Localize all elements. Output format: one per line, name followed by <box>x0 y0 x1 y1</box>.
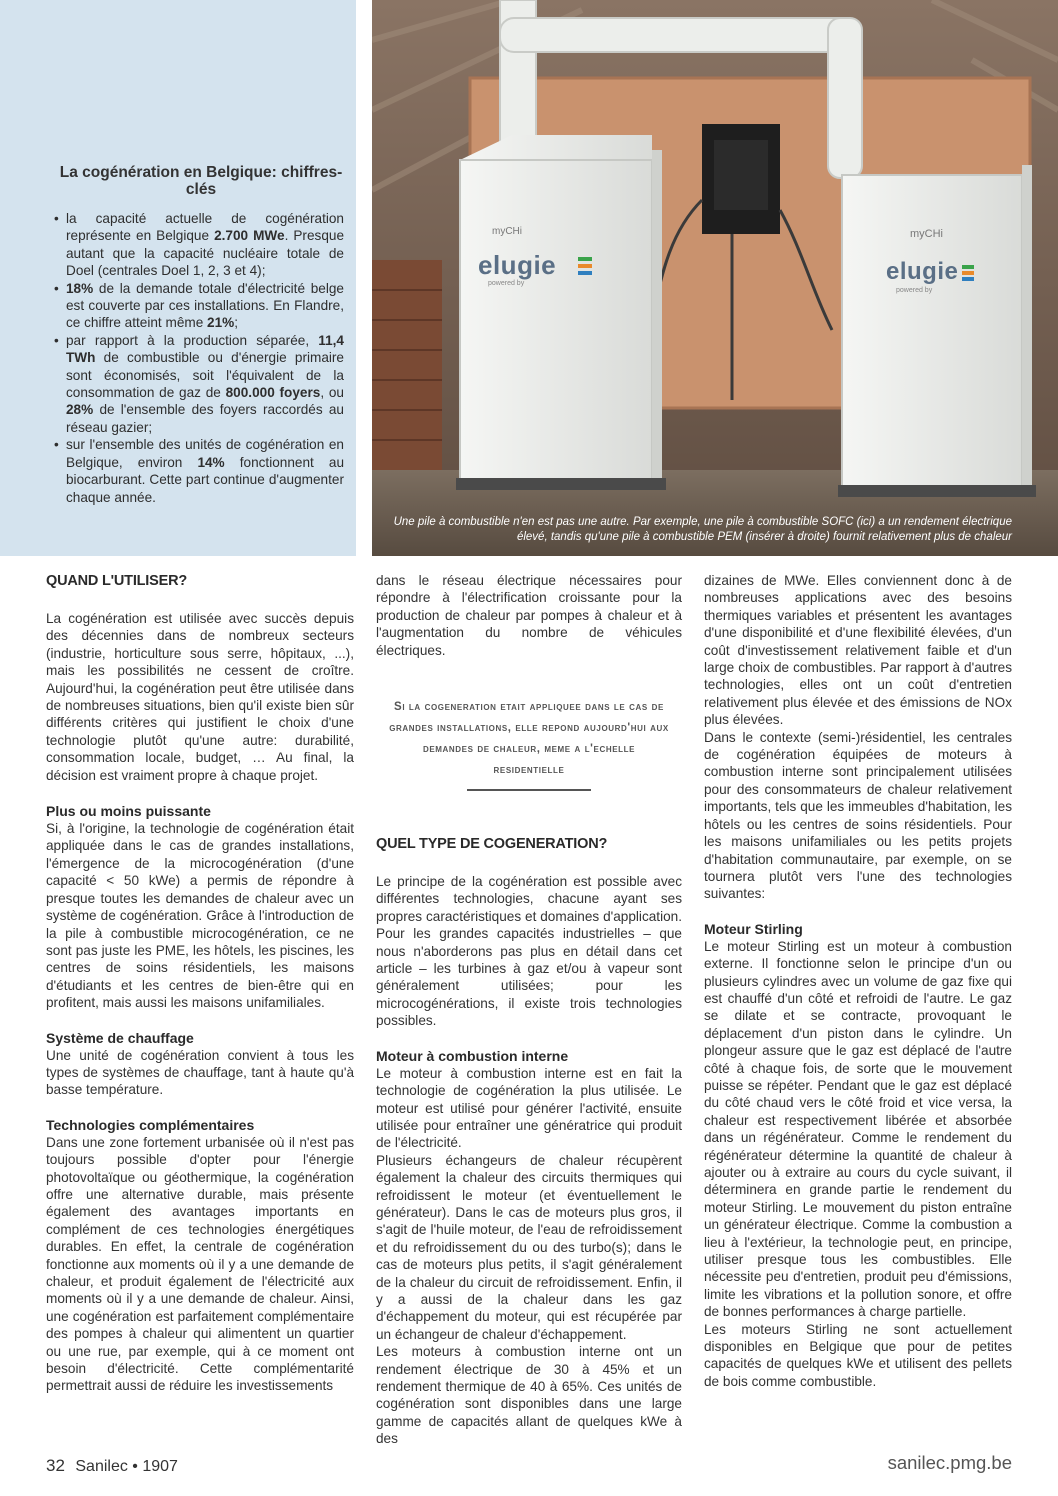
footer-url[interactable]: sanilec.pmg.be <box>887 1452 1012 1473</box>
key-figure-text: ; <box>234 315 239 331</box>
key-figure-item <box>54 280 344 332</box>
paragraph-quand: La cogénération est utilisée avec succès depuis des décennies dans de nombreux secteurs (industrie, horticulture sous serre, hôpitaux, ...), mais les possibilités ne cessent de croître. Aujourd'hui, la cogénération peut être utilisée dans de nombreuses situations, bien qu'il existe bien sûr différents critères qui justifient le choix d'une technologie plutôt qu'une autre: durabilité, consommation locale, budget, … Au final, la décision est vraiment propre à chaque projet. <box>46 611 354 783</box>
key-figure-item <box>54 436 344 506</box>
heading-quand: QUAND L'UTILISER? <box>46 573 188 589</box>
page-number: 32 <box>46 1456 65 1475</box>
heading-technologies: Technologies complémentaires <box>46 1116 255 1133</box>
brand-mark-green-2 <box>962 265 974 269</box>
key-figure-highlight: 21% <box>207 315 235 331</box>
paragraph-puissante: Si, à l'origine, la technologie de cogénération était appliquée dans le cas de grandes installations, l'émergence de la microcogénération (d'une capacité < 50 kWe) a permis de répondre à presque toutes les demandes de chaleur avec un système de cogénération. Grâce à l'introduction de la pile à combustible microcogénération, ce ne sont pas juste les PME, les hôtels, les piscines, les centres de soins résidentiels, les maisons d'étudiants et les centres de bien-être qui en profitent, mais aussi les maisons unifamiliales. <box>46 821 354 1011</box>
key-figure-text: sur l'ensemble des unités de cogénération en Belgique, environ <box>66 437 344 470</box>
key-figure-item <box>54 332 344 436</box>
key-figure-highlight: 2.700 MWe <box>214 228 285 244</box>
heading-stirling: Moteur Stirling <box>704 920 803 937</box>
key-figure-highlight: 28% <box>66 402 94 418</box>
key-figure-text: la capacité actuelle de cogénération représente en Belgique <box>66 211 344 244</box>
unit-sub-left: powered by <box>488 280 525 287</box>
pull-quote-rule <box>467 789 591 791</box>
heading-puissante: Plus ou moins puissante <box>46 803 211 820</box>
paragraph-stirling-2: Les moteurs Stirling ne sont actuellement disponibles en Belgique que pour de petites capacités de quelques kWe et utilisent des pellets de bois comme combustible. <box>704 1321 1012 1389</box>
column-1 <box>46 572 354 1395</box>
brand-mark-green <box>578 257 592 261</box>
brand-mark-orange-2 <box>962 271 974 275</box>
key-figure-text: par rapport à la production séparée, <box>66 332 319 348</box>
key-figure-highlight: 18% <box>66 280 94 296</box>
unit-model-left: myCHi <box>492 226 522 237</box>
paragraph-continuation: dans le réseau électrique nécessaires pour répondre à l'électrification croissante pour la production de chaleur par pompes à chaleur et à l'augmentation du nombre de véhicules électriques. <box>376 573 682 658</box>
photo-caption: Une pile à combustible n'en est pas une autre. Par exemple, une pile à combustible SOFC (ici) a un rendement électrique élevé, tandis qu'une pile à combustible PEM (insérer à droite) fournit relativement plus de chaleur <box>393 516 1012 543</box>
footer-page-info <box>46 1456 178 1476</box>
unit-brand-left: elugie <box>478 250 557 280</box>
paragraph-moteur-3: Les moteurs à combustion interne ont un rendement électrique de 30 à 45% et un rendement thermique de 40 à 65%. Ces unités de cogénération sont disponibles dans une large gamme de capacités allant de quelques kWe à des <box>376 1344 682 1447</box>
pull-quote: Si la cogeneration etait appliquee dans le cas de grandes installations, elle repond aujourd'hui aux demandes de chaleur, meme a l'echelle residentielle <box>389 701 669 777</box>
heading-moteur: Moteur à combustion interne <box>376 1047 569 1064</box>
key-figure-highlight: 11,4 TWh <box>66 332 344 366</box>
paragraph-chauffage: Une unité de cogénération convient à tous les types de systèmes de chauffage, tant à haute qu'à basse température. <box>46 1047 354 1098</box>
heading-chauffage: Système de chauffage <box>46 1029 194 1046</box>
key-figure-text: de combustible ou d'énergie primaire sont économisés, soit l'équivalent de la consommation de gaz de <box>66 350 344 401</box>
paragraph-continuation-3: dizaines de MWe. Elles conviennent donc à de nombreuses applications avec des besoins thermiques variables et présentent les avantages d'une disponibilité et d'une flexibilité élevées, d'un coût d'investissement relativement faible et d'un large choix de combustibles. Par rapport à d'autres technologies, elles ont un coût d'entretien relativement plus élevée et des émissions de NOx plus élevées. <box>704 573 1012 728</box>
key-figure-text: fonctionnent au biocarburant. Cette part continue d'augmenter chaque année. <box>66 454 345 505</box>
pull-quote-block <box>376 697 682 791</box>
paragraph-moteur-2: Plusieurs échangeurs de chaleur récupèrent également la chaleur des circuits thermiques qui refroidissent le moteur (et éventuellement le générateur). Dans le cas de moteurs plus gros, il s'agit de l'huile moteur, de l'eau de refroidissement et du refroidissement du ou des turbo(s); dans le cas de moteurs plus petits, il s'agit généralement de la chaleur du circuit de refroidissement. Enfin, il y a aussi de la chaleur dans les gaz d'échappement du moteur, qui est récupérée par un échangeur de chaleur d'échappement. <box>376 1152 682 1342</box>
brand-mark-blue <box>578 271 592 275</box>
paragraph-contexte: Dans le contexte (semi-)résidentiel, les centrales de cogénération équipées de moteurs à combustion interne sont principalement utilisées pour des consommateurs de chaleur relativement importants, tels que les immeubles d'habitation, les hôtels ou les centres de soins résidentiels. Pour les maisons unifamiliales ou les petits projets d'habitation communautaire, par exemple, on se tournera plutôt vers l'une des technologies suivantes: <box>704 729 1012 902</box>
key-figure-text: de l'ensemble des foyers raccordés au réseau gazier; <box>66 402 344 435</box>
unit-brand-right: elugie <box>886 258 959 285</box>
key-figures-title: La cogénération en Belgique: chiffres-clés <box>59 164 343 198</box>
key-figure-text: . Presque autant que la capacité nucléaire totale de Doel (centrales Doel 1, 2, 3 et 4); <box>66 228 345 279</box>
key-figure-item <box>54 210 344 280</box>
key-figure-text: , ou <box>320 385 344 401</box>
key-figure-highlight: 14% <box>197 454 225 470</box>
column-2 <box>376 572 682 1448</box>
heading-type: QUEL TYPE DE COGENERATION? <box>376 836 608 853</box>
key-figure-highlight: 800.000 foyers <box>225 385 321 401</box>
key-figures-list <box>54 210 344 506</box>
paragraph-stirling-1: Le moteur Stirling est un moteur à combustion externe. Il fonctionne selon le principe d'un ou plusieurs cylindres avec un volume de gaz fixe qui est chauffé d'un côté et refroidi de l'autre. Le gaz se dilate et se contracte, provoquant le déplacement d'un piston dans le cylindre. Un plongeur assure que le gaz est déplacé de l'autre côté à chaque fois, de sorte que le mouvement puisse se répéter. Pendant que le gaz est déplacé du côté chaud vers le côté froid et vice versa, la chaleur est respectivement libérée et absorbée dans un régénérateur. Comme le rendement du régénérateur détermine la quantité de chaleur à ajouter ou à extraire au cours du cycle suivant, il déterminera en grande partie le rendement du moteur Stirling. Le mouvement du piston entraîne un générateur électrique. Comme la combustion a lieu à l'extérieur, la technologie peut, en principe, utiliser presque tous les combustibles. Elle nécessite peu d'entretien, produit peu d'émissions, limite les vibrations et la pollution sonore, et offre de bonnes performances à charge partielle. <box>704 938 1012 1320</box>
column-3 <box>704 572 1012 1390</box>
key-figure-text: de la demande totale d'électricité belge est couverte par ces installations. En Flandre, ce chiffre atteint même <box>66 280 344 331</box>
brand-mark-blue-2 <box>962 277 974 281</box>
magazine-issue: Sanilec • 1907 <box>75 1458 178 1475</box>
paragraph-moteur-1: Le moteur à combustion interne est en fait la technologie de cogénération la plus utilisée. Le moteur est utilisé pour générer l'activité, ensuite utilisée pour entraîner une génératrice qui produit de l'électricité. <box>376 1065 682 1151</box>
brand-mark-orange <box>578 264 592 268</box>
unit-sub-right: powered by <box>896 287 933 294</box>
paragraph-type: Le principe de la cogénération est possible avec différentes technologies, chacune ayant ses propres caractéristiques et domaines d'application. Pour les grandes capacités industrielles – que nous n'aborderons pas plus en détail dans cet article – les turbines à gaz et/ou à vapeur sont généralement utilisées; pour les microcogénérations, il existe trois technologies possibles. <box>376 874 682 1029</box>
paragraph-technologies: Dans une zone fortement urbanisée où il n'est pas toujours possible d'opter pour l'énergie photovoltaïque ou géothermique, la cogénération offre une alternative durable, mais présente également des avantages importants en complément de ces technologies énergétiques durables. En effet, la centrale de cogénération fonctionne aux moments où il y a une demande de chaleur, et produit également de l'électricité aux moments où il y a une demande de chaleur. Ainsi, une cogénération est parfaitement complémentaire des pompes à chaleur qui alimentent un quartier ou une rue, par exemple, qui à ce moment ont besoin d'électricité. Cette complémentarité permettrait aussi de réduire les investissements <box>46 1134 354 1394</box>
unit-model-right: myCHi <box>910 228 943 240</box>
